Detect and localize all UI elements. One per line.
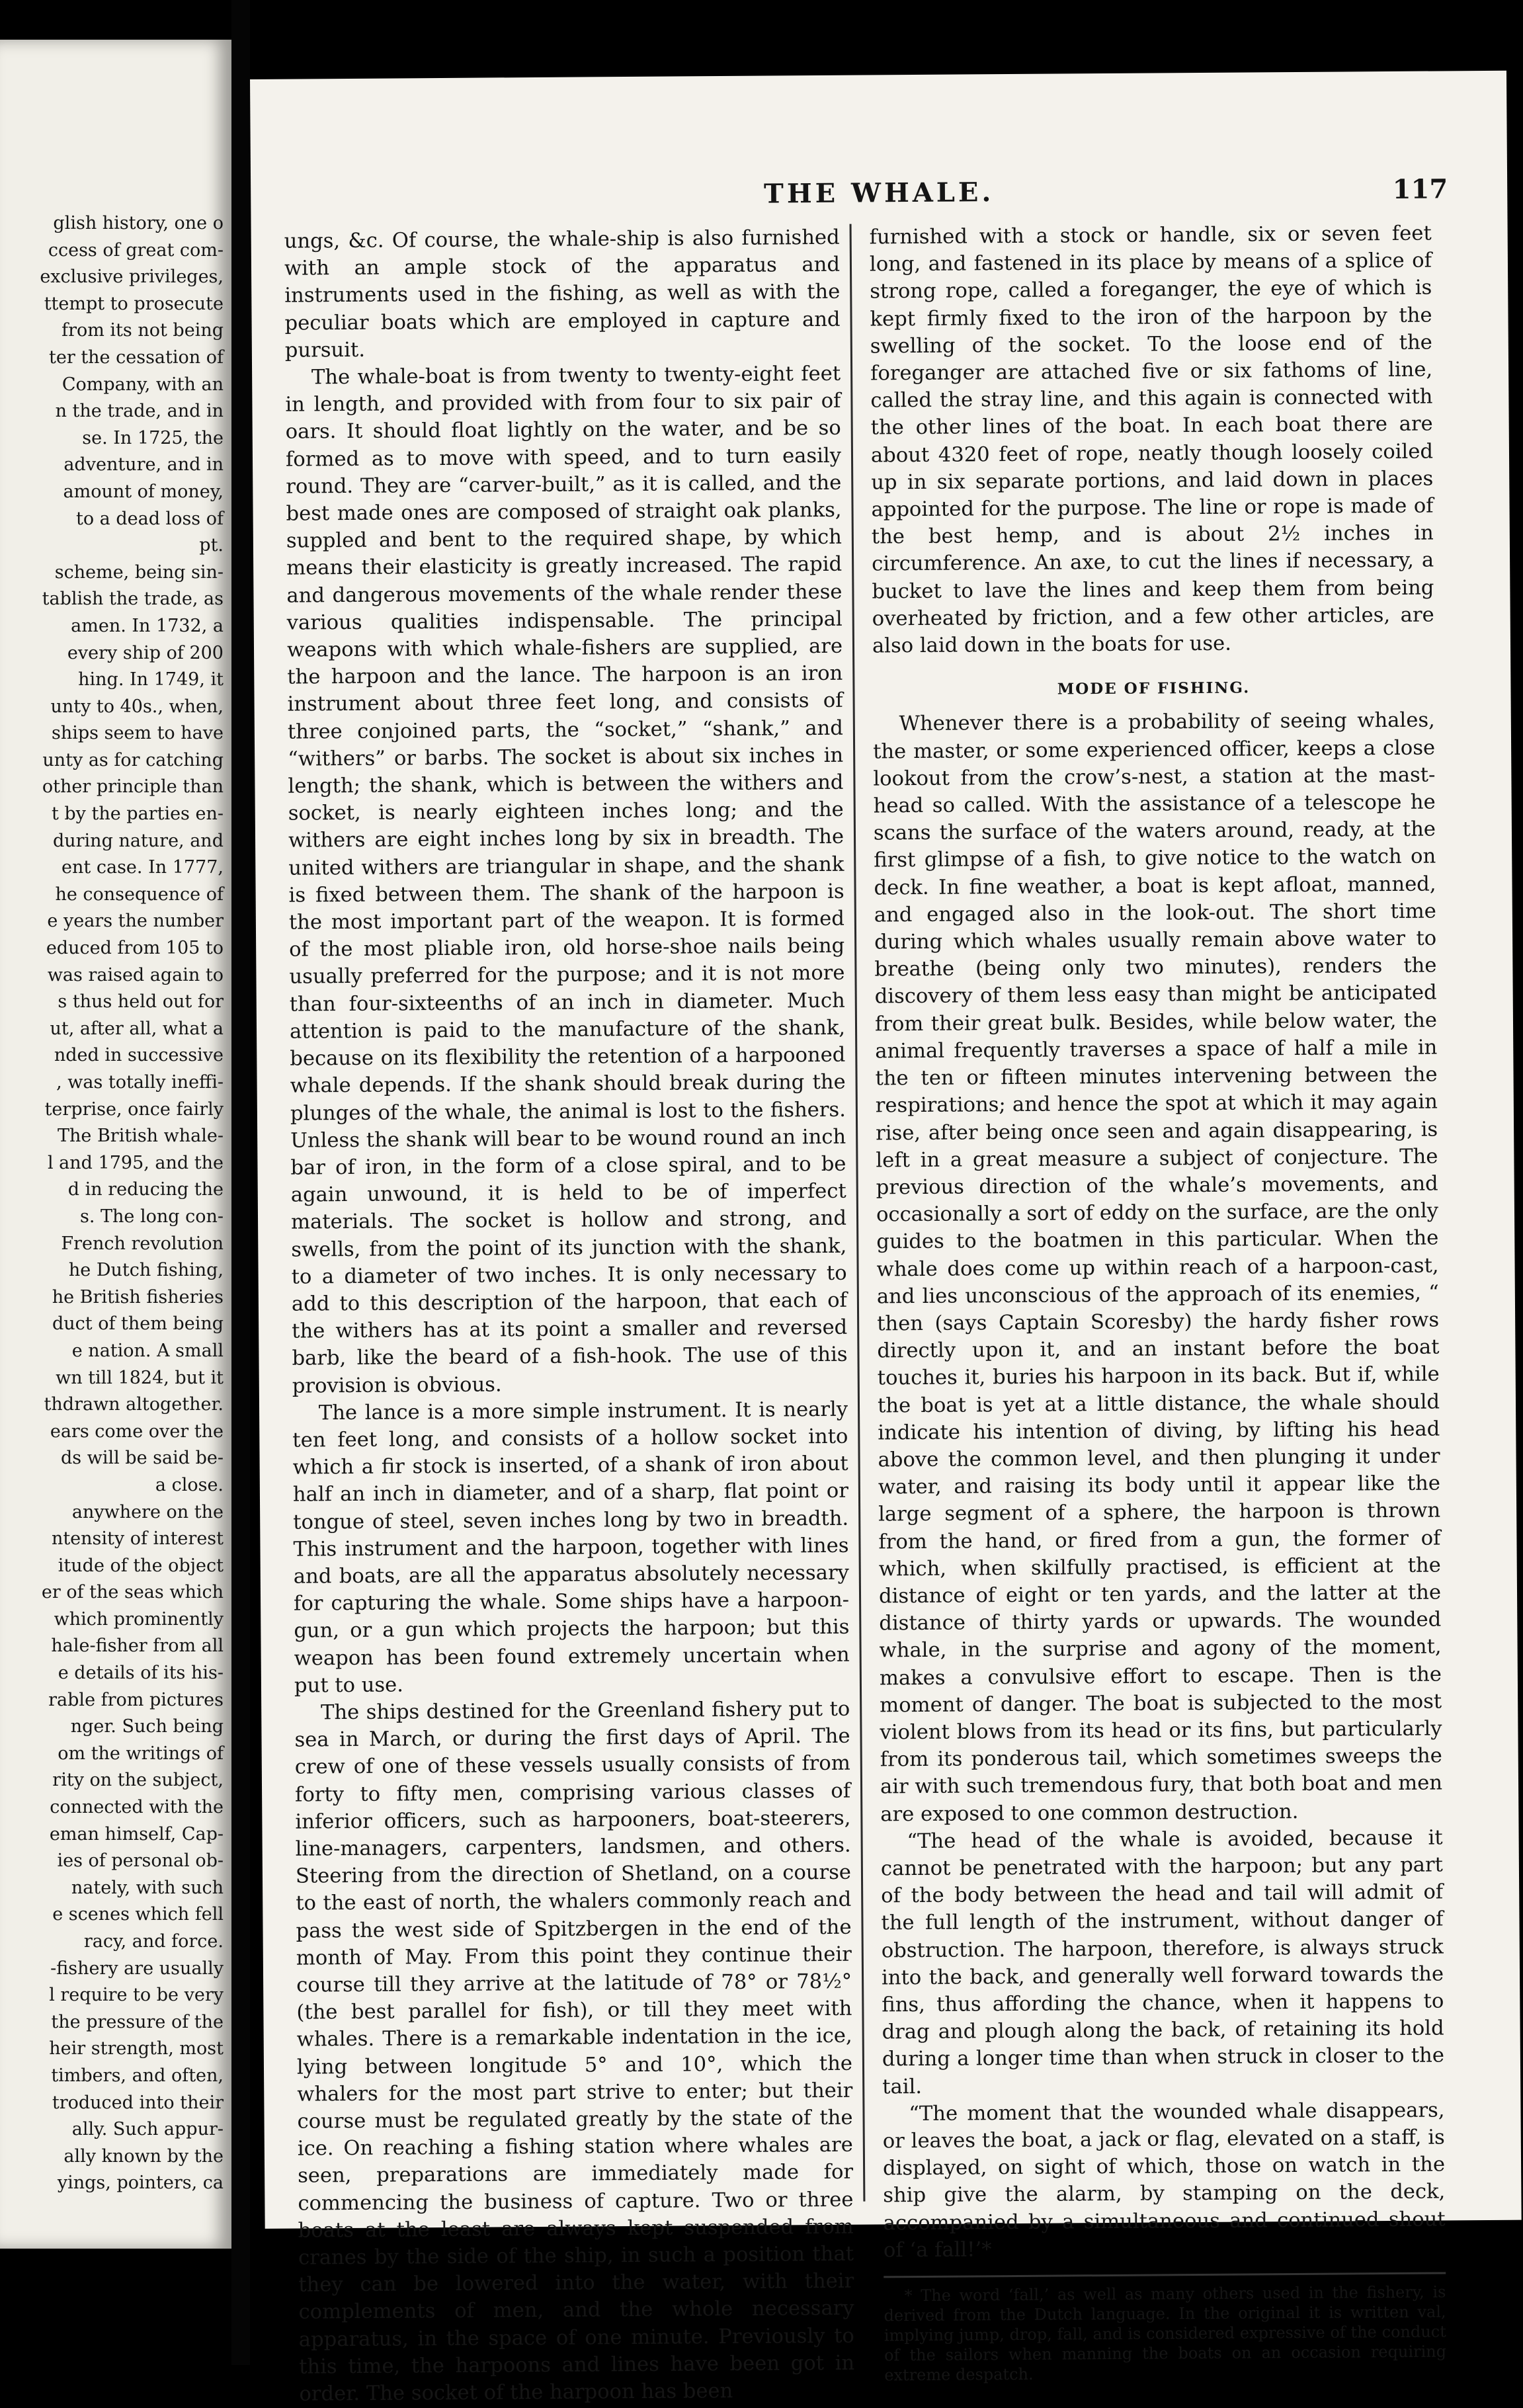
left-page-line: yings, pointers, ca xyxy=(57,2173,224,2194)
left-page-line: he Dutch fishing, xyxy=(68,1260,224,1281)
left-page-line: ies of personal ob- xyxy=(57,1850,224,1872)
left-page-line: e years the number xyxy=(47,911,224,932)
left-page-line: ter the cessation of xyxy=(49,347,224,368)
left-page-line: er of the seas which xyxy=(41,1582,224,1603)
paragraph: “The moment that the wounded whale disappears, or leaves the boat, a jack or flag, elevated on a staff, is displayed, on sight of which, those on watch in the ship give the alarm, by stamping on the deck, accompanied by a simultaneous and continued shout of ‘a fall!’* xyxy=(882,2098,1446,2263)
left-page-line: ships seem to have xyxy=(51,723,224,744)
left-page-line: nger. Such being xyxy=(70,1716,224,1737)
left-page-line: other principle than xyxy=(42,776,224,798)
section-heading: MODE OF FISHING. xyxy=(1057,679,1251,698)
left-page-line: eman himself, Cap- xyxy=(49,1823,224,1845)
page-title: THE WHALE. xyxy=(763,177,995,210)
left-page-line: duct of them being xyxy=(52,1313,224,1335)
left-page-line: he British fisheries xyxy=(52,1286,224,1308)
left-page-line: unty as for catching xyxy=(42,749,224,770)
left-page-line: a close. xyxy=(155,1474,224,1495)
paragraph: “The head of the whale is avoided, because it cannot be penetrated with the harpoon; but any part of the body between the head and tail will admit of the full length of the instrument, without danger of obstruction. The harpoon, therefore, is always struck into the back, and generally well forward towards the fins, thus affording the chance, when it happens to drag and plough along the back, of retaining its hold during a longer time than when struck in closer to the tail. xyxy=(880,1826,1445,2099)
left-page-line: e details of its his- xyxy=(58,1663,224,1684)
left-page-line: connected with the xyxy=(50,1797,224,1818)
left-page-line: pt. xyxy=(199,535,224,556)
footnote: * The word ‘fall,’ as well as many others used in the fishery, is derived from the Dutch language. In the original it is written val, implying jump, drop, fall, and is considered expressive of the conduct of the sailors when manning the boats on an occasion requiring extreme despatch. xyxy=(884,2282,1447,2385)
left-page-line: ally. Such appur- xyxy=(71,2119,224,2140)
left-page-line: , was totally ineffi- xyxy=(56,1072,224,1093)
left-page-line: d in reducing the xyxy=(67,1179,224,1200)
left-page-line: tablish the trade, as xyxy=(42,589,224,610)
left-page-line: during nature, and xyxy=(52,830,224,851)
left-page-line: ut, after all, what a xyxy=(50,1018,224,1039)
left-page-line: ttempt to prosecute xyxy=(44,293,224,314)
left-page-line: hale-fisher from all xyxy=(51,1636,224,1657)
left-page-line: every ship of 200 xyxy=(67,642,224,663)
left-page-line: thdrawn altogether. xyxy=(44,1394,224,1415)
left-page-line: e scenes which fell xyxy=(52,1904,224,1925)
left-page-line: ds will be said be- xyxy=(60,1448,224,1469)
paragraph: The whale-boat is from twenty to twenty-eight feet in length, and provided with from four to six pair of oars. It should float lightly on the water, and be so formed as to move with speed, and to turn easily round. They are “carver-built,” as it is called, and the best made ones are composed of straight oak planks, suppled and bent to the required shape, by which means their elasticity is greatly increased. The rapid and dangerous movements of the whale render these various qualities indispensable. The principal weapons with which whale-fishers are supplied, are the harpoon and the lance. The harpoon is an iron instrument about three feet long, and consists of three conjoined parts, the “socket,” “shank,” and “withers” or barbs. The socket is about six inches in length; the shank, which is between the withers and socket, is nearly eighteen inches long; and the withers are eight inches long by six in breadth. The united withers are triangular in shape, and the shank is fixed between them. The shank of the harpoon is the most important part of the weapon. It is formed of the most pliable iron, old horse-shoe nails being usually preferred for the purpose; and it is not more than four-sixteenths of an inch in diameter. Much attention is paid to the manufacture of the shank, because on its flexibility the retention of a harpooned whale depends. If the shank should break during the plunges of the whale, the animal is lost to the fishers. Unless the shank will bear to be wound round an inch bar of iron, in the form of a close spiral, and to be again unwound, it is held to be of imperfect materials. The socket is hollow and strong, and swells, from the point of its junction with the shank, to a diameter of two inches. It is only necessary to add to this description of the harpoon, that each of the withers has at its point a smaller and reversed barb, like the beard of a fish-hook. The use of this provision is obvious. xyxy=(285,362,848,1398)
left-page-line: exclusive privileges, xyxy=(40,267,224,288)
left-page-line: glish history, one o xyxy=(53,213,224,233)
left-page-line: -fishery are usually xyxy=(50,1958,224,1979)
left-page-line: s. The long con- xyxy=(79,1206,224,1227)
left-page-line: nately, with such xyxy=(71,1877,224,1898)
left-page-line: itude of the object xyxy=(58,1555,224,1576)
left-page-line: was raised again to xyxy=(47,964,224,985)
paragraph: furnished with a stock or handle, six or seven feet long, and fastened in its place by means of a splice of strong rope, called a foreganger, the eye of which is kept firmly fixed to the iron of the harpoon by the swelling of the socket. To the loose end of the foreganger are attached five or six fathoms of line, called the stray line, and this again is connected with the other lines of the boat. In each boat there are about 4320 feet of rope, neatly though loosely coiled up in six separate portions, and laid down in places appointed for the purpose. The line or rope is made of the best hemp, and is about 2½ inches in circumference. An axe, to cut the lines if necessary, a bucket to lave the lines and keep them from being overheated by friction, and a few other articles, are also laid down in the boats for use. xyxy=(869,222,1434,658)
left-page-line: unty to 40s., when, xyxy=(50,696,224,717)
left-page-line: French revolution xyxy=(61,1233,224,1254)
left-page-line: The British whale- xyxy=(58,1126,224,1147)
left-page-line: ally known by the xyxy=(63,2145,224,2167)
column-left xyxy=(284,224,855,2408)
left-page-line: ent case. In 1777, xyxy=(62,857,224,878)
running-head xyxy=(251,173,1507,222)
left-page-line: wn till 1824, but it xyxy=(56,1367,224,1388)
left-page-fragment xyxy=(0,40,231,2249)
left-page-line: amen. In 1732, a xyxy=(71,615,224,636)
left-page-line: s thus held out for xyxy=(58,991,224,1013)
left-page-line: which prominently xyxy=(54,1608,224,1630)
left-page-line: ears come over the xyxy=(50,1421,224,1442)
left-page-line: l require to be very xyxy=(49,1985,224,2006)
book-gutter xyxy=(231,0,250,2365)
left-page-line: nded in successive xyxy=(54,1045,224,1066)
left-page-line: l and 1795, and the xyxy=(47,1152,224,1173)
left-page-line: he consequence of xyxy=(55,884,224,905)
left-page-line: rity on the subject, xyxy=(52,1770,224,1791)
left-page-text xyxy=(0,40,231,2197)
left-page-line: ccess of great com- xyxy=(48,239,224,261)
left-page-line: om the writings of xyxy=(58,1743,224,1764)
left-page-line: ntensity of interest xyxy=(51,1528,224,1550)
left-page-line: terprise, once fairly xyxy=(44,1099,224,1120)
left-page-line: to a dead loss of xyxy=(75,508,224,529)
left-page-line: Company, with an xyxy=(62,374,224,395)
left-page-line: e nation. A small xyxy=(71,1340,224,1361)
footnote-rule xyxy=(884,2272,1446,2278)
left-page-line: the pressure of the xyxy=(51,2011,224,2032)
paragraph: Whenever there is a probability of seeing whales, the master, or some experienced officer, keeps a close lookout from the crow’s-nest, a station at the mast-head so called. With the assistance of a telescope he scans the surface of the waters around, ready, at the first glimpse of a fish, to give notice to the watch on deck. In fine weather, a boat is kept afloat, manned, and engaged also in the look-out. The short time during which whales usually remain above water to breathe (being only two minutes), renders the discovery of them less easy than might be anticipated from their great bulk. Besides, while below water, the animal frequently traverses a space of half a mile in the ten or fifteen minutes intervening between the respirations; and hence the spot at which it may again rise, after being once seen and again disappearing, is left in a great measure a subject of conjecture. The previous direction of the whale’s movements, and occasionally a sort of eddy on the surface, are the only guides to the boatmen in this particular. When the whale does come up within reach of a harpoon-cast, and lies unconscious of the approach of its enemies, “ then (says Captain Scoresby) the hardy fisher rows directly upon it, and an instant before the boat touches it, buries his harpoon in its back. But if, while the boat is yet at a little distance, the whale should indicate his intention of diving, by lifting his head above the common level, and then plunging it under water, and raising its body until it appear like the large segment of a sphere, the harpoon is thrown from the hand, or fired from a gun, the former of which, when skilfully practised, is efficient at the distance of eight or ten yards, and the latter at the distance of thirty yards or upwards. The wounded whale, in the surprise and agony of the moment, makes a convulsive effort to escape. Then is the moment of danger. The boat is subjected to the most violent blows from its head or its fins, but particularly from its ponderous tail, which sometimes sweeps the air with such tremendous fury, that both boat and men are exposed to one common destruction. xyxy=(872,708,1443,1826)
left-page-line: rable from pictures xyxy=(48,1689,224,1710)
left-page-line: anywhere on the xyxy=(71,1501,224,1522)
left-page-line: scheme, being sin- xyxy=(54,561,224,583)
left-page-line: racy, and force. xyxy=(83,1931,224,1952)
column-rule xyxy=(850,224,866,2202)
left-page-line: from its not being xyxy=(62,320,224,341)
left-page-line: amount of money, xyxy=(63,481,224,502)
left-page-line: timbers, and often, xyxy=(51,2065,224,2086)
paragraph: The lance is a more simple instrument. It is nearly ten feet long, and consists of a hollow socket into which a fir stock is inserted, of a shank of iron about half an inch in diameter, and of a sharp, flat point or tongue of steel, seven inches long by two in breadth. This instrument and the harpoon, together with lines and boats, are all the apparatus absolutely necessary for capturing the whale. Some ships have a harpoon-gun, or a gun which projects the harpoon; but this weapon has been found extremely uncertain when put to use. xyxy=(292,1397,850,1698)
left-page-line: hing. In 1749, it xyxy=(78,669,224,690)
book-page xyxy=(250,71,1522,2406)
column-right xyxy=(870,220,1447,2386)
left-page-line: educed from 105 to xyxy=(46,938,224,959)
paragraph: ungs, &c. Of course, the whale-ship is also furnished with an ample stock of the apparatus and instruments used in the fishing, as well as with the peculiar boats which are employed in capture and pursuit. xyxy=(284,226,841,362)
left-page-line: t by the parties en- xyxy=(51,804,224,825)
left-page-line: adventure, and in xyxy=(63,454,224,476)
left-page-line: troduced into their xyxy=(52,2092,224,2113)
left-page-line: se. In 1725, the xyxy=(82,427,224,448)
left-page-line: heir strength, most xyxy=(49,2038,224,2059)
paragraph: The ships destined for the Greenland fishery put to sea in March, or during the first days of April. The crew of one of these vessels usually consists of from forty to fifty men, comprising various classes of inferior officers, such as harpooners, boat-steerers, line-managers, carpenters, landsmen, and others. Steering from the direction of Shetland, on a course to the east of north, the whalers commonly reach and pass the west side of Spitzbergen in the end of the month of May. From this point they continue their course till they arrive at the latitude of 78° or 78½° (the best parallel for fish), or till they meet with whales. There is a remarkable indentation in the ice, lying between longitude 5° and 10°, which the whalers for the most part strive to enter; but their course must be regulated greatly by the state of the ice. On reaching a fishing station where whales are seen, preparations are immediately made for commencing the business of capture. Two or three boats at the least are always kept suspended from cranes by the side of the ship, in such a position that they can be lowered into the water, with their complements of men, and the whole necessary apparatus, in the space of one minute. Previously to this time, the harpoons and lines have been got in order. The socket of the harpoon has been xyxy=(294,1697,855,2406)
left-page-line: n the trade, and in xyxy=(55,401,224,422)
page-number: 117 xyxy=(1392,173,1448,205)
